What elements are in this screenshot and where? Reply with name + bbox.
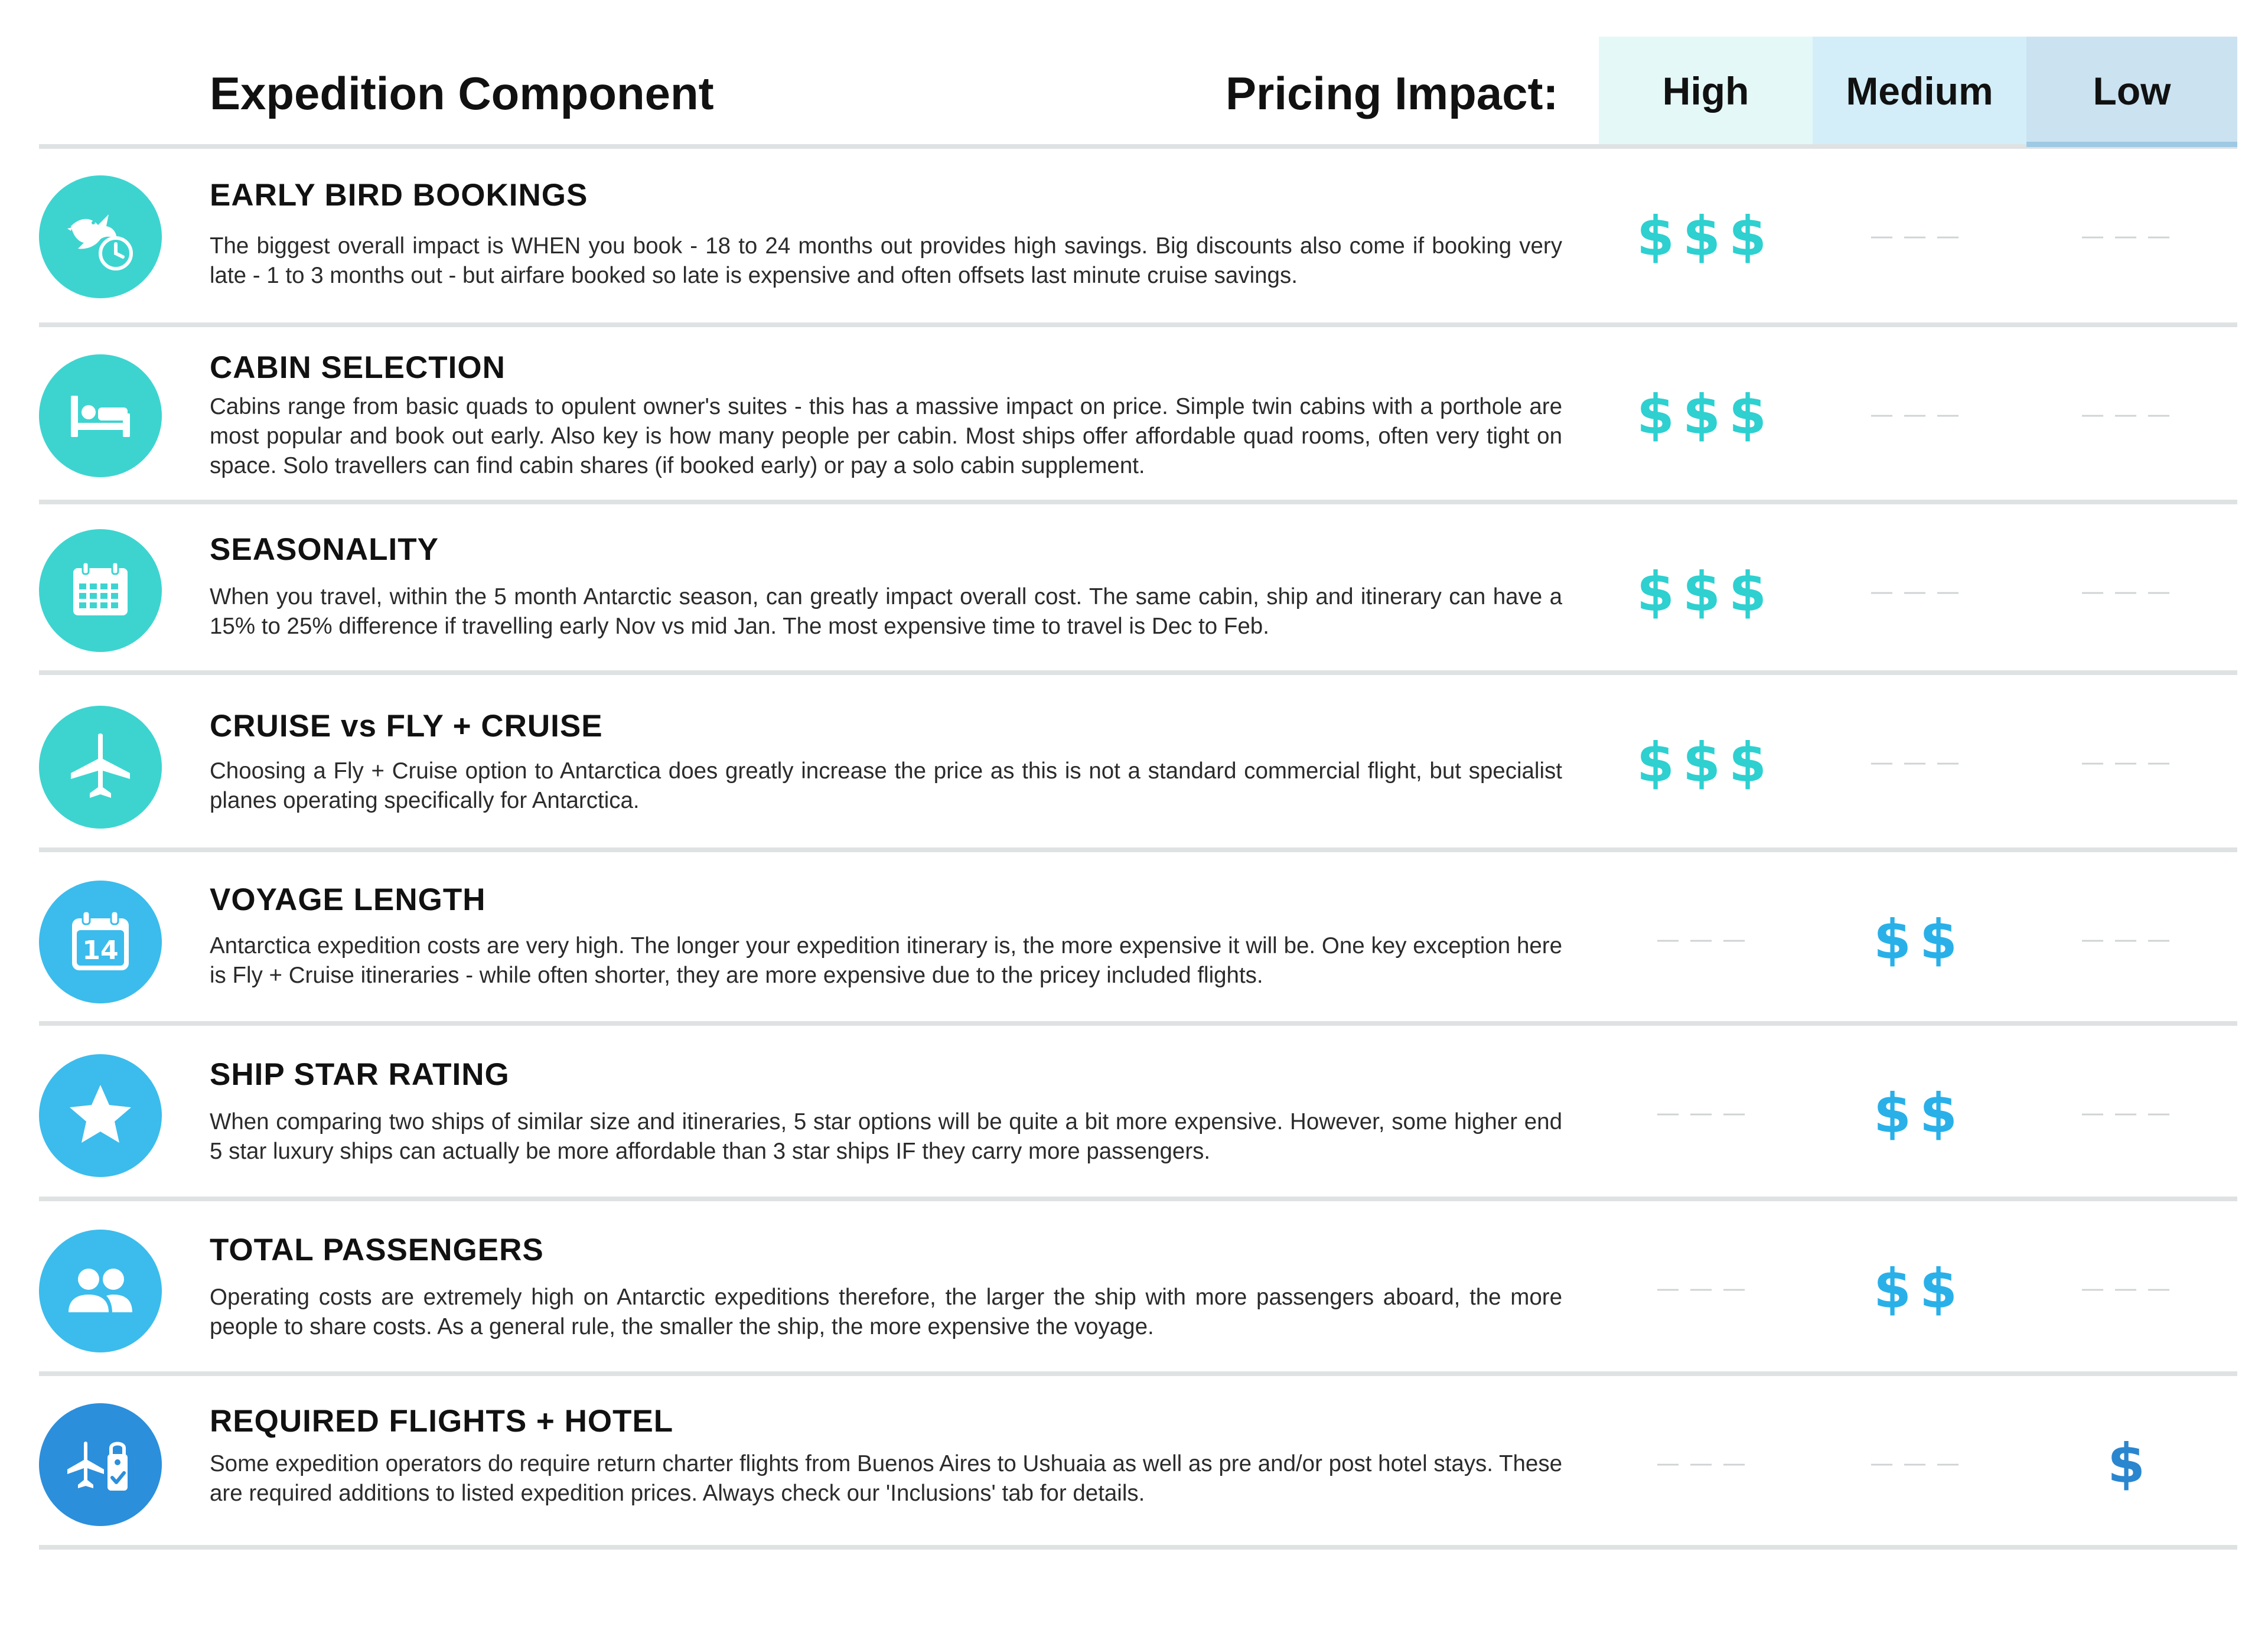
impact-dash: ——— — [2081, 1275, 2180, 1302]
impact-dollars: $$$ — [1636, 204, 1775, 268]
impact-low-cell — [2023, 727, 2237, 798]
impact-medium-cell — [1813, 1253, 2026, 1324]
impact-dash: ——— — [1870, 749, 1969, 776]
impact-dollars: $$$ — [1636, 560, 1775, 624]
row-divider — [39, 670, 2237, 675]
impact-high-cell — [1599, 904, 1813, 975]
component-description: Cabins range from basic quads to opulent owner's suites - this has a massive impact on price. Simple twin cabins with a porthole are most popular and book out early. Also key is how many people per cabin. Most ships offer affordable quad rooms, often very tight on space. Solo travellers can find cabin shares (if booked early) or pay a solo cabin supplement. — [210, 394, 1562, 478]
impact-medium-cell — [1813, 1078, 2026, 1149]
impact-dollars: $$$ — [1636, 383, 1775, 446]
impact-dash: ——— — [1656, 1275, 1755, 1302]
row-divider — [39, 847, 2237, 852]
impact-dollars: $$ — [1873, 1257, 1966, 1321]
column-header-low: Low — [2026, 37, 2237, 145]
impact-low-cell — [2023, 1253, 2237, 1324]
component-title: SHIP STAR RATING — [210, 1057, 510, 1092]
impact-dash: ——— — [1656, 1100, 1755, 1127]
impact-dash: ——— — [2081, 1100, 2180, 1127]
component-description: The biggest overall impact is WHEN you book - 18 to 24 months out provides high savings. Big discounts also come if booking very late - 1 to 3 months out - but airfare booked so late is expensive and often offsets last minute cruise savings. — [210, 233, 1562, 288]
component-description: Choosing a Fly + Cruise option to Antarctica does greatly increase the price as this is not a standard commercial flight, but specialist planes operating specifically for Antarctica. — [210, 758, 1562, 813]
calendar-icon — [39, 529, 162, 652]
column-header-medium: Medium — [1813, 37, 2026, 145]
impact-low-cell — [2023, 1078, 2237, 1149]
header-low-accent — [2026, 142, 2237, 147]
component-description: Some expedition operators do require return charter flights from Buenos Aires to Ushuaia as well as pre and/or post hotel stays. These are required additions to listed expedition prices. Always check our 'Inclusions' tab for details. — [210, 1451, 1562, 1506]
component-title: EARLY BIRD BOOKINGS — [210, 178, 588, 213]
impact-dash: ——— — [1870, 578, 1969, 605]
impact-low-cell — [2023, 379, 2237, 450]
impact-dash: ——— — [1870, 1450, 1969, 1477]
impact-dash: ——— — [2081, 926, 2180, 953]
component-row-seasonality — [0, 504, 2268, 673]
component-row-ship-star-rating — [0, 1026, 2268, 1199]
component-description: When you travel, within the 5 month Antarctic season, can greatly impact overall cost. The same cabin, ship and itinerary can have a 15% to 25% difference if travelling early Nov vs mid Jan. The most expensive time to travel is Dec to Feb. — [210, 584, 1562, 639]
component-row-cabin-selection — [0, 327, 2268, 502]
impact-high-cell — [1599, 727, 1813, 798]
impact-low-cell — [2023, 556, 2237, 627]
impact-dash: ——— — [2081, 401, 2180, 428]
table-header — [0, 0, 2268, 146]
calendar-14-icon — [39, 881, 162, 1003]
airplane-icon — [39, 706, 162, 829]
component-row-required-flights-hotel — [0, 1376, 2268, 1547]
impact-low-cell — [2023, 1428, 2237, 1499]
impact-dollars: $$ — [1873, 1081, 1966, 1145]
impact-dash: ——— — [1656, 1450, 1755, 1477]
impact-high-cell — [1599, 1428, 1813, 1499]
component-row-cruise-vs-fly — [0, 675, 2268, 850]
component-title: CRUISE vs FLY + CRUISE — [210, 709, 603, 744]
impact-dash: ——— — [1870, 401, 1969, 428]
impact-dollars: $$ — [1873, 908, 1966, 972]
calendar-number: 14 — [82, 935, 119, 966]
bed-icon — [39, 354, 162, 477]
impact-high-cell — [1599, 201, 1813, 272]
impact-dash: ——— — [1656, 926, 1755, 953]
column-header-high: High — [1599, 37, 1813, 145]
bird-clock-icon — [39, 175, 162, 298]
component-row-early-bird — [0, 149, 2268, 326]
people-icon — [39, 1230, 162, 1352]
impact-high-cell — [1599, 556, 1813, 627]
impact-medium-cell — [1813, 201, 2026, 272]
impact-high-cell — [1599, 1078, 1813, 1149]
component-title: VOYAGE LENGTH — [210, 882, 486, 917]
component-title: SEASONALITY — [210, 532, 439, 567]
component-title: CABIN SELECTION — [210, 350, 506, 385]
impact-medium-cell — [1813, 1428, 2026, 1499]
row-divider — [39, 1371, 2237, 1376]
impact-high-cell — [1599, 1253, 1813, 1324]
page-title: Expedition Component — [210, 67, 714, 119]
impact-dash: ——— — [2081, 578, 2180, 605]
component-description: When comparing two ships of similar size and itineraries, 5 star options will be quite a bit more expensive. However, some higher end 5 star luxury ships can actually be more affordable than 3 star ships IF they carry more passengers. — [210, 1109, 1562, 1164]
impact-medium-cell — [1813, 727, 2026, 798]
impact-dash: ——— — [2081, 223, 2180, 250]
star-icon — [39, 1054, 162, 1177]
flight-hotel-icon — [39, 1403, 162, 1526]
impact-medium-cell — [1813, 379, 2026, 450]
component-title: TOTAL PASSENGERS — [210, 1233, 544, 1267]
row-divider — [39, 1197, 2237, 1201]
component-row-total-passengers — [0, 1201, 2268, 1374]
row-divider — [39, 1021, 2237, 1026]
impact-low-cell — [2023, 201, 2237, 272]
impact-low-cell — [2023, 904, 2237, 975]
component-row-voyage-length — [0, 852, 2268, 1023]
impact-dash: ——— — [1870, 223, 1969, 250]
impact-dollars: $$$ — [1636, 731, 1775, 794]
impact-medium-cell — [1813, 904, 2026, 975]
component-description: Operating costs are extremely high on Antarctic expeditions therefore, the larger the ship with more passengers aboard, the more people to share costs. As a general rule, the smaller the ship, the more expensive the voyage. — [210, 1285, 1562, 1339]
impact-medium-cell — [1813, 556, 2026, 627]
header-divider — [39, 144, 2237, 149]
pricing-impact-label: Pricing Impact: — [1226, 67, 1559, 119]
impact-dash: ——— — [2081, 749, 2180, 776]
impact-dollars: $ — [2107, 1432, 2153, 1495]
component-title: REQUIRED FLIGHTS + HOTEL — [210, 1404, 674, 1439]
component-description: Antarctica expedition costs are very high. The longer your expedition itinerary is, the more expensive it will be. One key exception here is Fly + Cruise itineraries - while often shorter, they are more expensive due to the pricey included flights. — [210, 933, 1562, 988]
row-divider — [39, 322, 2237, 327]
row-divider — [39, 500, 2237, 504]
row-divider — [39, 1545, 2237, 1550]
impact-high-cell — [1599, 379, 1813, 450]
